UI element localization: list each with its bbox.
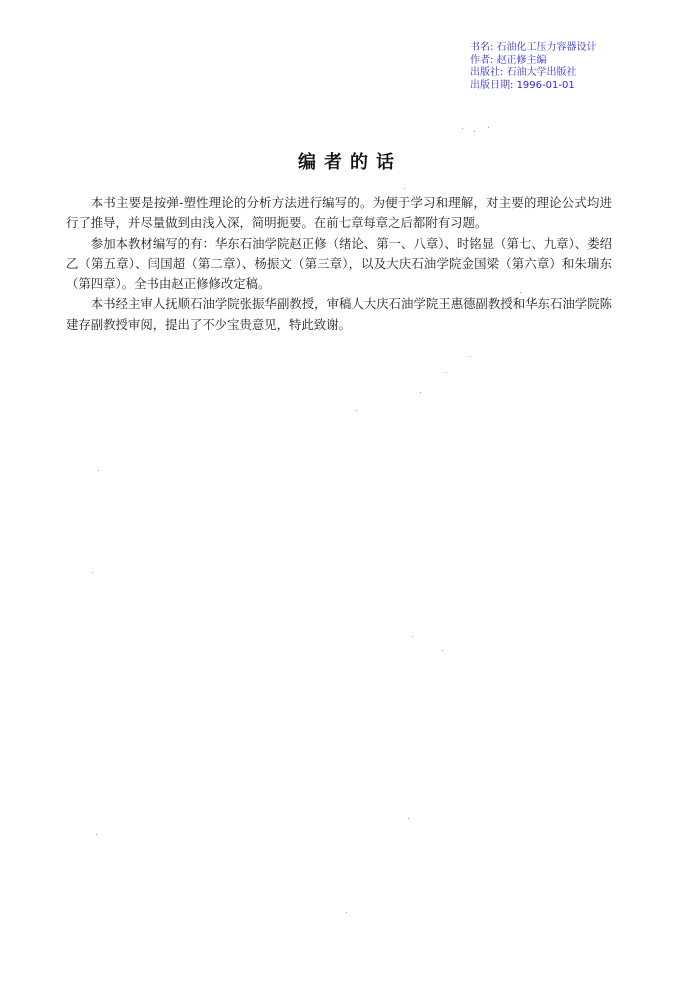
meta-value: 石油大学出版社 bbox=[506, 67, 577, 78]
meta-label: 出版社: bbox=[470, 67, 504, 78]
scan-speck bbox=[520, 292, 521, 293]
scan-speck bbox=[442, 650, 443, 651]
meta-label: 作者: bbox=[470, 54, 494, 66]
meta-label: 书名: bbox=[470, 42, 494, 53]
meta-row-title bbox=[470, 42, 695, 55]
scan-speck bbox=[420, 392, 421, 393]
scan-speck bbox=[92, 572, 93, 573]
paragraph-acknowledgement: 本书经主审人抚顺石油学院张振华副教授，审稿人大庆石油学院王惠德副教授和华东石油学院陈建存副教授审阅，提出了不少宝贵意见，特此致谢。 bbox=[66, 296, 612, 332]
scan-speck bbox=[98, 470, 99, 471]
scan-speck bbox=[356, 410, 357, 411]
scan-speck bbox=[470, 356, 471, 357]
meta-row-date bbox=[470, 80, 695, 93]
preface-body bbox=[66, 193, 612, 335]
page-title: 编者的话 bbox=[298, 152, 402, 173]
meta-label: 出版日期: bbox=[470, 79, 514, 91]
meta-row-author bbox=[470, 55, 695, 68]
scan-speck bbox=[346, 912, 347, 913]
meta-row-publisher bbox=[470, 67, 695, 80]
scan-speck bbox=[446, 372, 447, 373]
book-metadata bbox=[470, 42, 695, 92]
scan-speck bbox=[474, 131, 475, 132]
scan-speck bbox=[404, 188, 405, 189]
paragraph-intro: 本书主要是按弹-塑性理论的分析方法进行编写的。为便于学习和理解，对主要的理论公式均进行了推导，并尽量做到由浅入深，简明扼要。在前七章每章之后都附有习题。 bbox=[66, 195, 612, 231]
scan-speck bbox=[96, 834, 97, 835]
meta-value: 赵正修主编 bbox=[496, 54, 547, 66]
meta-value: 1996-01-01 bbox=[516, 79, 575, 91]
scan-speck bbox=[408, 818, 409, 819]
scan-speck bbox=[412, 636, 413, 637]
scan-speck bbox=[462, 128, 463, 129]
meta-value: 石油化工压力容器设计 bbox=[496, 42, 597, 53]
paragraph-authors: 参加本教材编写的有：华东石油学院赵正修（绪论、第一、八章）、时铭显（第七、九章）、娄绍乙（第五章）、闫国超（第二章）、杨振文（第三章），以及大庆石油学院金国梁（第六章）和朱瑞东（第四章）。全书由赵正修修改定稿。 bbox=[66, 235, 612, 292]
scan-speck bbox=[488, 127, 489, 128]
